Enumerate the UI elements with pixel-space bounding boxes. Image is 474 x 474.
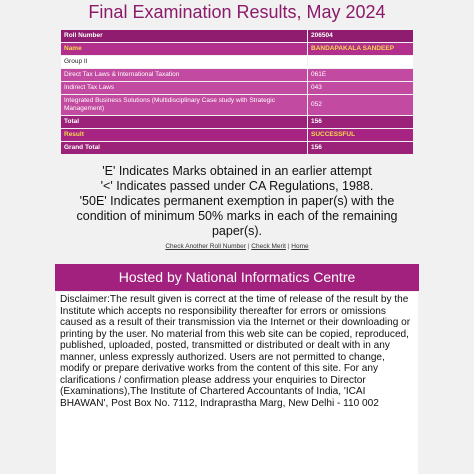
table-row-result [61,129,414,142]
nav-links [0,243,474,250]
row-value: 052 [308,95,414,116]
home-link[interactable]: Home [291,243,309,250]
row-label: Total [61,116,308,129]
row-value: 206504 [308,30,414,43]
row-label: Grand Total [61,142,308,155]
table-row-subject [61,95,414,116]
check-another-roll-link[interactable]: Check Another Roll Number [165,243,246,250]
row-value: 043 [308,82,414,95]
table-row-group [61,56,414,69]
page-title: Final Examination Results, May 2024 [88,2,386,22]
link-separator: | [247,243,250,250]
table-row-grand-total [61,142,414,155]
row-value [308,56,414,69]
table-row-subject [61,69,414,82]
note-permanent-exemption: '50E' Indicates permanent exemption in paper(s) with the condition of minimum 50% marks in each of the remaining paper(s). [76,194,398,238]
row-label: Indirect Tax Laws [61,82,308,95]
row-value: BANDAPAKALA SANDEEP [308,43,414,56]
row-value: 156 [308,142,414,155]
hosted-by-banner: Hosted by National Informatics Centre [55,264,419,291]
note-earlier-attempt: 'E' Indicates Marks obtained in an earlier attempt [102,164,372,178]
table-row-name [61,43,414,56]
row-value: 061E [308,69,414,82]
disclaimer-text: Disclaimer:The result given is correct at the time of release of the result by the Institute which accepts no responsibility thereafter for errors or omissions caused as a result of their transmission via the Internet or their downloading or printing by the user. No material from this web site can be copied, reproduced, published, uploaded, posted, transmitted or distributed or dealt with in any manner, unless expressly authorized. Users are not permitted to change, modify or prepare derivative works from the content of this site. For any clarifications / confirmation please address your enquiries to Director (Examinations),The Institute of Chartered Accountants of India, 'ICAI BHAWAN', Post Box No. 7112, Indraprastha Marg, New Delhi - 110 002 [56,292,418,474]
row-label: Result [61,129,308,142]
note-ca-regulations: '<' Indicates passed under CA Regulations, 1988. [100,179,374,193]
legend-notes [60,164,414,239]
row-value: 156 [308,116,414,129]
row-label: Name [61,43,308,56]
check-merit-link[interactable]: Check Merit [251,243,286,250]
row-value: SUCCESSFUL [308,129,414,142]
row-label: Roll Number [61,30,308,43]
table-row-subject [61,82,414,95]
table-row-roll-number [61,30,414,43]
row-label: Integrated Business Solutions (Multidisciplinary Case study with Strategic Management) [61,95,308,116]
table-row-total [61,116,414,129]
row-label: Direct Tax Laws & International Taxation [61,69,308,82]
link-separator: | [287,243,290,250]
row-label: Group II [61,56,308,69]
results-table [60,29,414,155]
